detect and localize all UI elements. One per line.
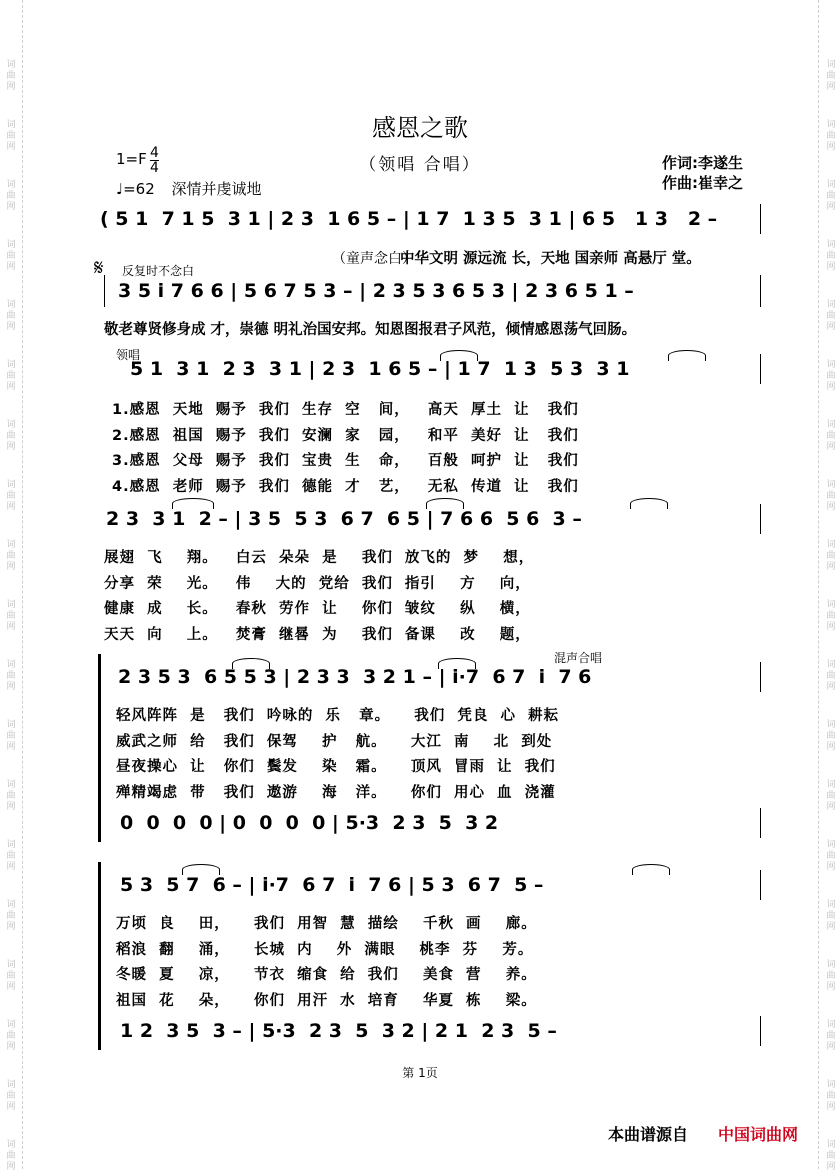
slur: [232, 658, 270, 669]
lyric-line: 天天 向 上。 焚膏 继晷 为 我们 备课 改 题，: [104, 626, 531, 643]
watermark-char: 词: [6, 120, 16, 130]
source-site-link[interactable]: 中国词曲网: [718, 1125, 799, 1144]
watermark-char: 曲: [6, 251, 16, 261]
song-title: 感恩之歌: [372, 114, 468, 142]
watermark-char: 网: [6, 442, 16, 452]
watermark-char: 词: [826, 780, 836, 790]
watermark-char: 词: [6, 840, 16, 850]
watermark-char: 词: [6, 780, 16, 790]
watermark-char: 曲: [826, 71, 836, 81]
watermark-char: 网: [826, 142, 836, 152]
watermark-char: 词: [826, 180, 836, 190]
watermark-char: 曲: [6, 971, 16, 981]
watermark-char: 词: [6, 300, 16, 310]
mixed-chorus-marking: 混声合唱: [554, 651, 603, 665]
source-label: 本曲谱源自: [608, 1125, 689, 1144]
watermark-char: 词: [6, 900, 16, 910]
watermark-char: 词: [6, 60, 16, 70]
watermark-char: 网: [6, 262, 16, 272]
tempo-marking: ♩=62 深情并虔诚地: [116, 180, 262, 198]
watermark-char: 网: [826, 1162, 836, 1172]
watermark-char: 网: [6, 382, 16, 392]
watermark-char: 网: [6, 202, 16, 212]
lyric-line: 昼夜操心 让 你们 鬓发 染 霜。 顶风 冒雨 让 我们: [116, 759, 556, 775]
watermark-char: 网: [826, 442, 836, 452]
verses-block-c: [116, 704, 559, 806]
lyric-line: 殚精竭虑 带 我们 遨游 海 洋。 你们 用心 血 浇灌: [116, 784, 556, 801]
watermark-char: 网: [6, 1042, 16, 1052]
lyric-line: 祖国 花 朵， 你们 用汗 水 培育 华夏 栋 梁。: [116, 992, 537, 1009]
lyric-line: 展翅 飞 翔。 白云 朵朵 是 我们 放飞的 梦 想，: [104, 550, 535, 566]
watermark-char: 词: [826, 360, 836, 370]
watermark-char: 词: [6, 1020, 16, 1030]
lyricist-credit: 作词:李遂生: [662, 154, 743, 172]
lyric-line: 分享 荣 光。 伟 大的 党给 我们 指引 方 向，: [104, 575, 531, 592]
watermark-char: 词: [6, 600, 16, 610]
watermark-char: 词: [6, 420, 16, 430]
watermark-char: 曲: [826, 131, 836, 141]
song-subtitle: （领唱 合唱）: [359, 155, 481, 175]
verses-block-a: [112, 398, 579, 500]
watermark-char: 曲: [826, 671, 836, 681]
repeat-note: 反复时不念白: [122, 264, 195, 278]
score-system-2: 3 5 i 7 6 6 | 5 6 7 5 3 – | 2 3 5 3 6 5 3 | 2 3 6 5 1 –: [118, 280, 634, 302]
watermark-char: 网: [826, 202, 836, 212]
score-system-1: ( 5 1 7 1 5 3 1 | 2 3 1 6 5 – | 1 7 1 3 5 3 1 | 6 5 1 3 2 –: [100, 208, 718, 230]
slur: [440, 350, 478, 361]
quarter-note-icon: ♩: [116, 180, 124, 198]
time-sig-top: 4: [150, 145, 159, 161]
watermark-char: 网: [6, 742, 16, 752]
watermark-char: 曲: [826, 311, 836, 321]
watermark-char: 词: [6, 240, 16, 250]
barline: [760, 808, 761, 838]
watermark-char: 曲: [826, 1151, 836, 1161]
watermark-char: 网: [6, 922, 16, 932]
watermark-char: 曲: [6, 611, 16, 621]
recite-label: （童声念白）: [332, 251, 416, 267]
watermark-char: 曲: [826, 551, 836, 561]
watermark-char: 曲: [6, 1091, 16, 1101]
watermark-char: 曲: [6, 911, 16, 921]
lead-marking: 领唱: [116, 348, 141, 362]
slur: [172, 498, 214, 509]
segno-icon: 𝄋: [94, 256, 104, 281]
watermark-char: 词: [6, 720, 16, 730]
watermark-char: 曲: [826, 791, 836, 801]
watermark-char: 网: [6, 862, 16, 872]
composer-credit: 作曲:崔幸之: [662, 174, 743, 192]
watermark-char: 曲: [6, 1031, 16, 1041]
lyric-line: 冬暖 夏 凉， 节衣 缩食 给 我们 美食 营 养。: [116, 967, 537, 983]
watermark-char: 网: [826, 982, 836, 992]
watermark-char: 网: [6, 562, 16, 572]
watermark-char: 词: [826, 120, 836, 130]
lyric-line: 1.感恩 天地 赐予 我们 生存 空 间， 高天 厚土 让 我们: [112, 402, 579, 418]
watermark-char: 词: [826, 660, 836, 670]
watermark-char: 词: [826, 1020, 836, 1030]
watermark-char: 网: [826, 82, 836, 92]
watermark-char: 词: [826, 720, 836, 730]
watermark-char: 词: [6, 360, 16, 370]
watermark-char: 网: [826, 262, 836, 272]
recite-text-2: 敬老尊贤修身成 才，崇德 明礼治国安邦。知恩图报君子风范，倾情感恩荡气回肠。: [104, 322, 637, 338]
watermark-char: 曲: [6, 731, 16, 741]
watermark-char: 词: [6, 540, 16, 550]
watermark-char: 曲: [6, 851, 16, 861]
watermark-char: 网: [826, 622, 836, 632]
chorus-brace: [98, 862, 107, 1050]
chorus-brace: [98, 654, 107, 842]
watermark-char: 网: [826, 922, 836, 932]
watermark-char: 曲: [826, 431, 836, 441]
watermark-char: 词: [826, 540, 836, 550]
watermark-char: 网: [826, 1042, 836, 1052]
lyric-line: 2.感恩 祖国 赐予 我们 安澜 家 园， 和平 美好 让 我们: [112, 427, 579, 444]
lyric-line: 稻浪 翻 涌， 长城 内 外 满眼 桃李 芬 芳。: [116, 941, 534, 958]
slur: [182, 864, 220, 875]
watermark-char: 曲: [826, 191, 836, 201]
watermark-char: 曲: [826, 851, 836, 861]
watermark-char: 词: [826, 1140, 836, 1150]
watermark-char: 词: [6, 1140, 16, 1150]
lyric-line: 威武之师 给 我们 保驾 护 航。 大江 南 北 到处: [116, 733, 553, 750]
watermark-char: 词: [826, 600, 836, 610]
watermark-char: 词: [826, 960, 836, 970]
watermark-char: 词: [6, 480, 16, 490]
score-system-7: 5 3 5 7 6 – | i·7 6 7 i 7 6 | 5 3 6 7 5 –: [120, 874, 544, 896]
watermark-char: 网: [6, 682, 16, 692]
watermark-char: 词: [6, 660, 16, 670]
right-watermark-strip: [824, 0, 838, 1172]
slur: [630, 498, 668, 509]
watermark-char: 网: [6, 1102, 16, 1112]
key-signature: 1=F: [116, 150, 147, 168]
score-system-6: 0 0 0 0 | 0 0 0 0 | 5·3 2 3 5 3 2: [120, 812, 499, 834]
watermark-char: 词: [826, 900, 836, 910]
slur: [438, 658, 476, 669]
watermark-char: 曲: [6, 491, 16, 501]
lyric-line: 4.感恩 老师 赐予 我们 德能 才 艺， 无私 传道 让 我们: [112, 478, 579, 495]
expression-text: 深情并虔诚地: [171, 180, 262, 198]
watermark-char: 网: [6, 322, 16, 332]
watermark-char: 网: [826, 562, 836, 572]
watermark-char: 网: [826, 802, 836, 812]
watermark-char: 曲: [6, 191, 16, 201]
page-number: 第 1页: [402, 1066, 438, 1080]
right-margin-rule: [818, 0, 819, 1169]
watermark-char: 网: [6, 142, 16, 152]
watermark-char: 网: [6, 802, 16, 812]
watermark-char: 曲: [826, 971, 836, 981]
watermark-char: 网: [826, 862, 836, 872]
watermark-char: 网: [826, 502, 836, 512]
score-system-8: 1 2 3 5 3 – | 5·3 2 3 5 3 2 | 2 1 2 3 5 –: [120, 1020, 557, 1042]
recite-text-1: 中华文明 源远流 长，天地 国亲师 高悬厅 堂。: [400, 251, 701, 267]
watermark-char: 词: [6, 960, 16, 970]
watermark-char: 曲: [826, 251, 836, 261]
slur: [426, 498, 464, 509]
watermark-char: 网: [6, 502, 16, 512]
watermark-char: 网: [6, 622, 16, 632]
watermark-char: 词: [6, 1080, 16, 1090]
time-signature: [150, 146, 159, 175]
watermark-char: 词: [826, 480, 836, 490]
left-margin-rule: [22, 0, 23, 1169]
lyric-line: 3.感恩 父母 赐予 我们 宝贵 生 命， 百般 呵护 让 我们: [112, 453, 579, 469]
score-system-4: 2 3 3 1 2 – | 3 5 5 3 6 7 6 5 | 7 6 6 5 6 3 –: [106, 508, 582, 530]
watermark-char: 曲: [6, 71, 16, 81]
watermark-char: 曲: [6, 1151, 16, 1161]
watermark-char: 曲: [826, 731, 836, 741]
watermark-char: 词: [826, 1080, 836, 1090]
watermark-char: 曲: [826, 911, 836, 921]
watermark-char: 曲: [826, 1091, 836, 1101]
barline: [760, 662, 761, 692]
barline: [760, 354, 761, 384]
barline: [760, 504, 761, 534]
watermark-char: 词: [826, 840, 836, 850]
barline: [760, 275, 761, 307]
watermark-char: 曲: [6, 131, 16, 141]
watermark-char: 曲: [6, 311, 16, 321]
watermark-char: 词: [826, 300, 836, 310]
barline: [760, 1016, 761, 1046]
watermark-char: 网: [826, 322, 836, 332]
barline: [760, 870, 761, 900]
watermark-char: 曲: [826, 371, 836, 381]
lyric-line: 健康 成 长。 春秋 劳作 让 你们 皱纹 纵 横，: [104, 601, 531, 617]
verses-block-b: [104, 546, 534, 648]
watermark-char: 网: [6, 1162, 16, 1172]
watermark-char: 曲: [826, 491, 836, 501]
lyric-line: 万顷 良 田， 我们 用智 慧 描绘 千秋 画 廊。: [116, 916, 537, 932]
watermark-char: 词: [826, 60, 836, 70]
watermark-char: 网: [826, 742, 836, 752]
slur: [668, 350, 706, 361]
barline: [760, 204, 761, 234]
score-system-5: 2 3 5 3 6 5 5 3 | 2 3 3 3 2 1 – | i·7 6 7 i 7 6: [118, 666, 592, 688]
watermark-char: 词: [826, 240, 836, 250]
watermark-char: 网: [826, 682, 836, 692]
watermark-char: 词: [826, 420, 836, 430]
watermark-char: 曲: [6, 431, 16, 441]
time-sig-bottom: 4: [150, 160, 159, 176]
left-watermark-strip: [4, 0, 18, 1172]
score-system-3: 5 1 3 1 2 3 3 1 | 2 3 1 6 5 – | 1 7 1 3 5 3 3 1: [130, 358, 630, 380]
barline: [104, 275, 105, 307]
watermark-char: 曲: [826, 1031, 836, 1041]
watermark-char: 曲: [6, 371, 16, 381]
watermark-char: 网: [826, 382, 836, 392]
watermark-char: 曲: [6, 671, 16, 681]
verses-block-d: [116, 912, 537, 1014]
watermark-char: 词: [6, 180, 16, 190]
slur: [632, 864, 670, 875]
watermark-char: 网: [6, 982, 16, 992]
watermark-char: 曲: [826, 611, 836, 621]
watermark-char: 曲: [6, 791, 16, 801]
watermark-char: 网: [6, 82, 16, 92]
lyric-line: 轻风阵阵 是 我们 吟咏的 乐 章。 我们 凭良 心 耕耘: [116, 708, 560, 724]
watermark-char: 曲: [6, 551, 16, 561]
watermark-char: 网: [826, 1102, 836, 1112]
